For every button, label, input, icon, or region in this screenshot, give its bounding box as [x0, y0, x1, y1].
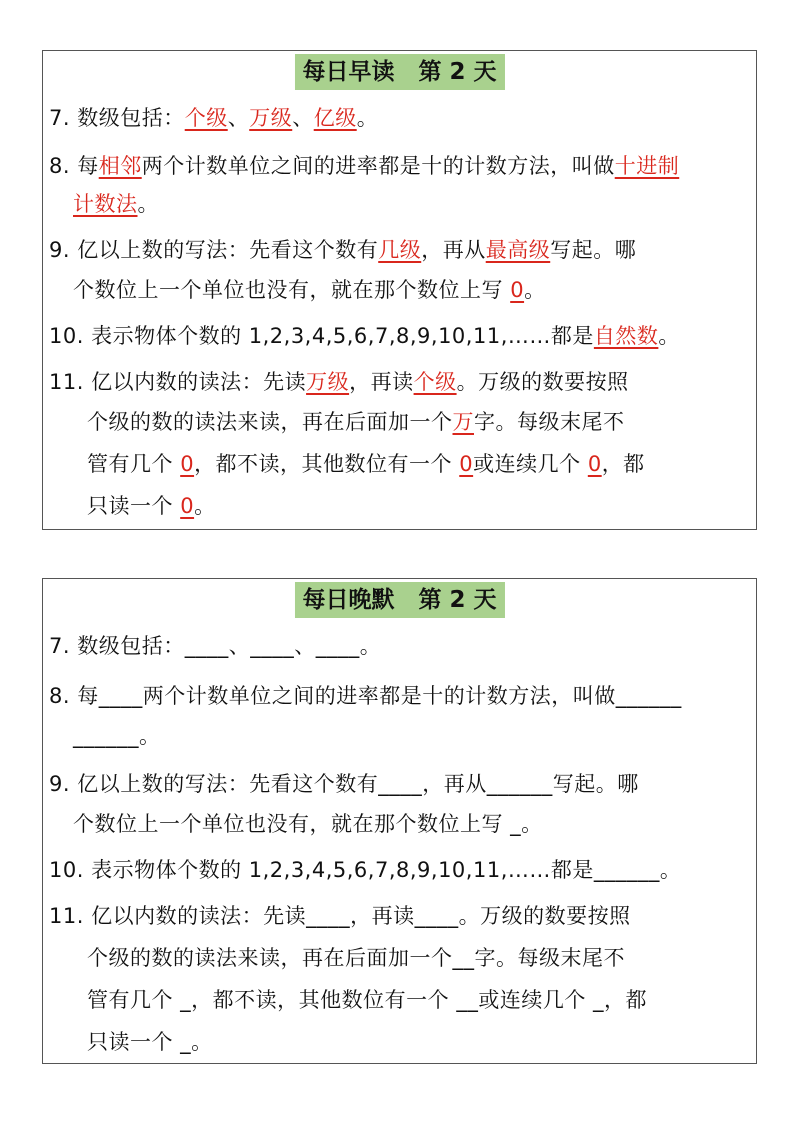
q10-answer: 自然数: [593, 324, 659, 348]
q7-answer-3: 亿级: [313, 106, 357, 130]
q9-text-4: 个数位上一个单位也没有，就在那个数位上写: [73, 278, 511, 302]
q11-text-2: ，再读: [349, 370, 414, 394]
morning-q7: [49, 103, 378, 133]
q11-text-9: ，都: [601, 452, 645, 476]
evening-dictation-card: [42, 578, 757, 1064]
morning-q9-line2: [73, 275, 546, 305]
q11-text-7: ，都不读，其他数位有一个: [194, 452, 460, 476]
evening-q11-line1: 11. 亿以内数的读法：先读____，再读____。万级的数要按照: [49, 904, 631, 928]
q7-sep-1: 、: [227, 106, 250, 130]
morning-q11-line1: [49, 367, 629, 397]
q9-answer-1: 几级: [378, 238, 422, 262]
q11-answer-4: 0: [180, 452, 195, 476]
q11-answer-6: 0: [587, 452, 602, 476]
q8-answer-2a: 十进制: [614, 154, 680, 178]
morning-q8-line2: [73, 189, 159, 219]
q9-text-1: 9. 亿以上数的写法：先看这个数有: [49, 238, 379, 262]
q7-answer-2: 万级: [249, 106, 293, 130]
q8-answer-1: 相邻: [98, 154, 142, 178]
evening-q10: 10. 表示物体个数的 1,2,3,4,5,6,7,8,9,10,11,……都是______。: [49, 858, 682, 882]
q10-text: 10. 表示物体个数的 1,2,3,4,5,6,7,8,9,10,11,……都是: [49, 324, 594, 348]
morning-q8-line1: [49, 151, 679, 181]
q7-sep-2: 、: [292, 106, 314, 130]
evening-q8-line1: 8. 每____两个计数单位之间的进率都是十的计数方法，叫做______: [49, 684, 682, 708]
q9-text-3: 写起。哪: [550, 238, 637, 262]
morning-title: 每日早读 第 2 天: [294, 54, 504, 90]
morning-q10: [49, 321, 680, 351]
q11-text-6: 管有几个: [87, 452, 181, 476]
q11-text-5: 字。每级末尾不: [474, 410, 625, 434]
q11-end: 。: [194, 494, 216, 518]
q8-text-2: 两个计数单位之间的进率都是十的计数方法，叫做: [141, 154, 615, 178]
q11-text-8: 或连续几个: [473, 452, 588, 476]
evening-q11-line3: 管有几个 _，都不读，其他数位有一个 __或连续几个 _，都: [87, 988, 648, 1012]
evening-q11-line2: 个级的数的读法来读，再在后面加一个__字。每级末尾不: [87, 946, 625, 970]
evening-q9-line1: 9. 亿以上数的写法：先看这个数有____，再从______写起。哪: [49, 772, 639, 796]
q8-text-1: 8. 每: [49, 154, 99, 178]
evening-q8-line2: ______。: [73, 724, 161, 748]
evening-title: 每日晚默 第 2 天: [294, 582, 504, 618]
q11-text-4: 个级的数的读法来读，再在后面加一个: [87, 410, 453, 434]
q7-end: 。: [356, 106, 379, 130]
q10-end: 。: [658, 324, 680, 348]
evening-q7: 7. 数级包括：____、____、____。: [49, 634, 382, 658]
morning-q11-line3: [87, 449, 645, 479]
q9-end: 。: [524, 278, 546, 302]
q11-text-10: 只读一个: [87, 494, 181, 518]
q9-answer-3: 0: [510, 278, 525, 302]
morning-q11-line4: [87, 491, 216, 521]
morning-q11-line2: [87, 407, 625, 437]
q7-answer-1: 个级: [184, 106, 228, 130]
q11-text-1: 11. 亿以内数的读法：先读: [49, 370, 307, 394]
evening-q9-line2: 个数位上一个单位也没有，就在那个数位上写 _。: [73, 812, 543, 836]
q11-answer-2: 个级: [413, 370, 457, 394]
q11-answer-5: 0: [459, 452, 474, 476]
q11-answer-7: 0: [180, 494, 195, 518]
q8-answer-2b: 计数法: [73, 192, 138, 216]
q11-text-3: 。万级的数要按照: [456, 370, 629, 394]
evening-q11-line4: 只读一个 _。: [87, 1030, 213, 1054]
q11-answer-1: 万级: [306, 370, 350, 394]
q9-text-2: ，再从: [421, 238, 486, 262]
morning-reading-card: [42, 50, 757, 530]
q7-text: 7. 数级包括：: [49, 106, 185, 130]
morning-q9-line1: [49, 235, 636, 265]
q11-answer-3: 万: [452, 410, 474, 434]
q9-answer-2: 最高级: [485, 238, 551, 262]
q8-end: 。: [137, 192, 159, 216]
